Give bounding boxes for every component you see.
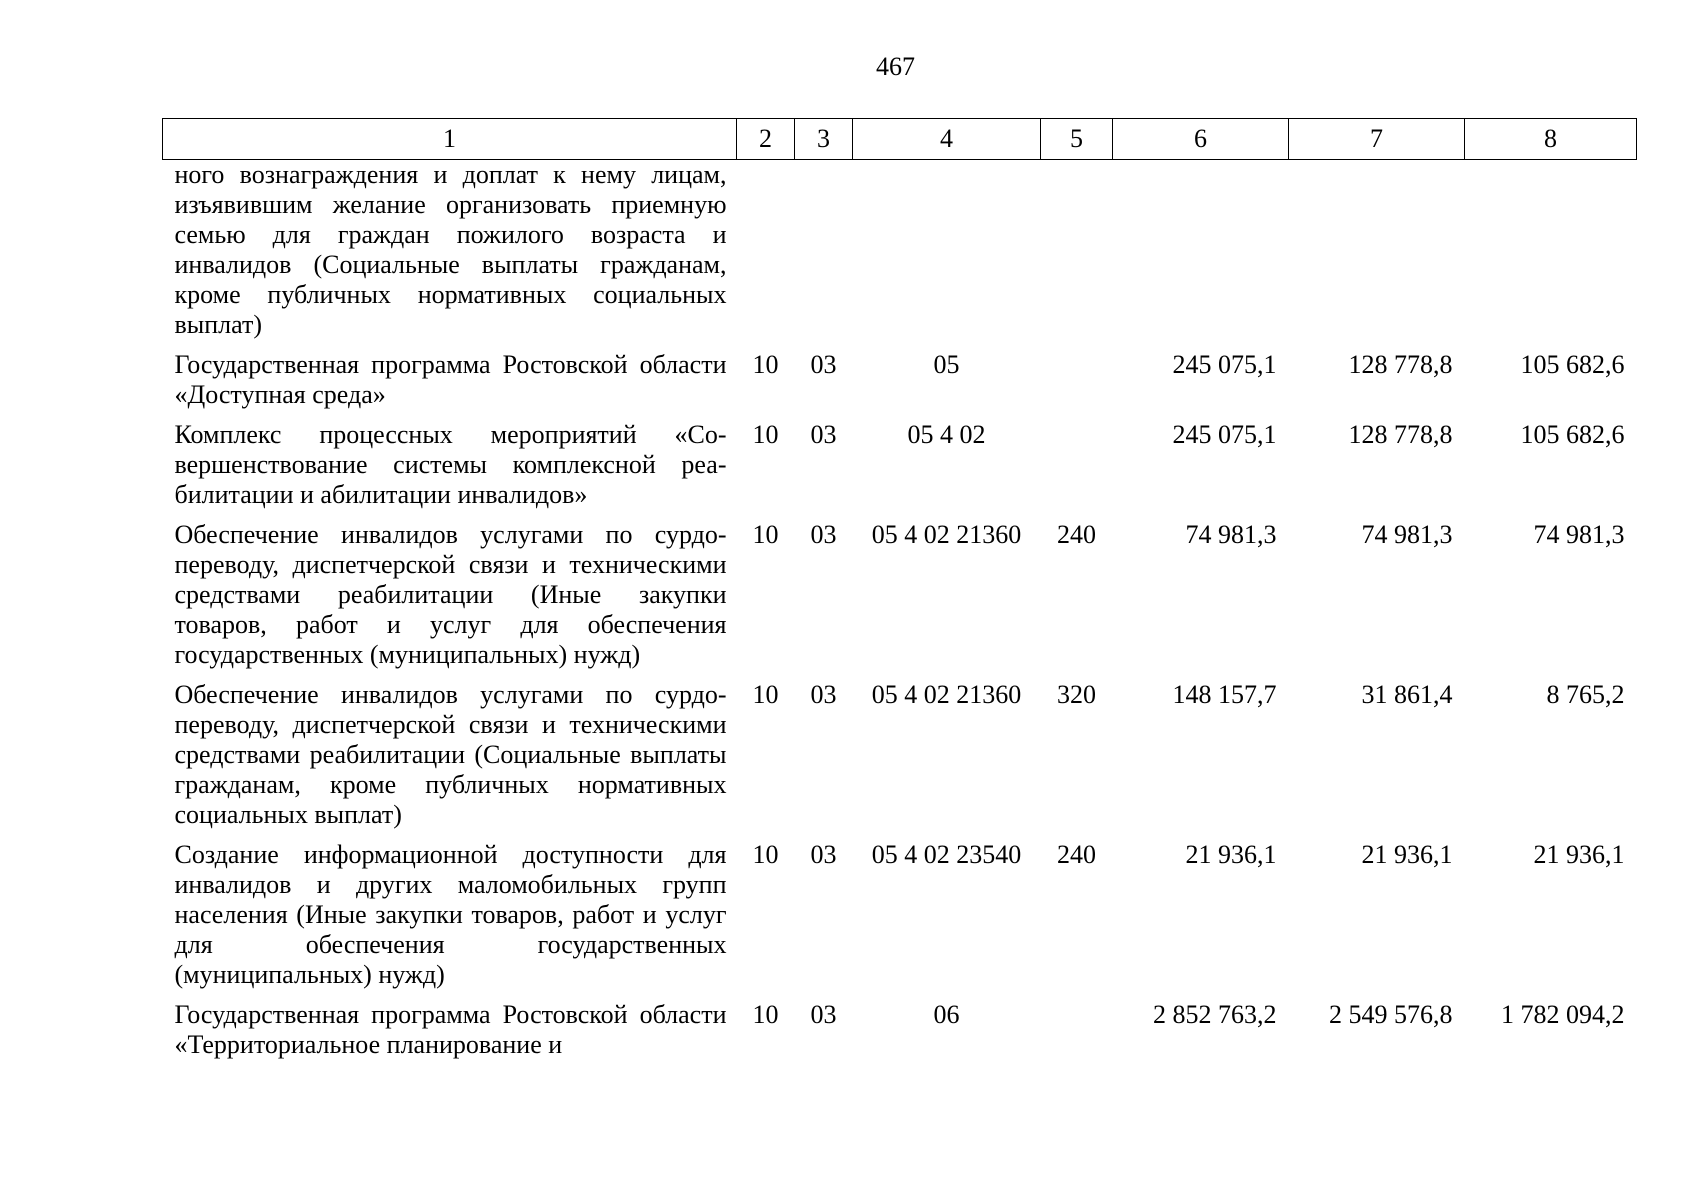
column-header-5: 5: [1041, 119, 1113, 160]
row-amount-col6-cell: 245 075,1: [1172, 350, 1277, 379]
row-subsection-cell: 03: [810, 1000, 837, 1029]
row-amount-col8-cell: 105 682,6: [1520, 350, 1625, 379]
row-amount-col7-cell: 31 861,4: [1361, 680, 1453, 709]
column-header-2: 2: [737, 119, 795, 160]
row-amount-col8-cell: 1 782 094,2: [1501, 1000, 1625, 1029]
row-expense-type-cell: [1041, 160, 1113, 351]
column-header-6: 6: [1113, 119, 1289, 160]
table-row: [163, 350, 1637, 420]
row-name-cell: Создание информационной доступности для инвалидов и других маломобильных групп населения (Иные закупки товаров, работ и услуг для обеспечения государственных (муниципальных) нужд): [174, 840, 727, 989]
row-amount-col8-cell: 74 981,3: [1533, 520, 1625, 549]
row-subsection-cell: 03: [810, 420, 837, 449]
table-row: [163, 520, 1637, 680]
table-body: [163, 160, 1637, 1071]
row-amount-col7-cell: 74 981,3: [1361, 520, 1453, 549]
row-amount-col7-cell: [1289, 160, 1465, 351]
row-amount-col7-cell: 21 936,1: [1361, 840, 1453, 869]
row-target-article-cell: 05: [933, 350, 960, 379]
table-row: [163, 1000, 1637, 1070]
row-subsection-cell: [795, 160, 853, 351]
row-section-cell: 10: [752, 840, 779, 869]
row-amount-col7-cell: 128 778,8: [1348, 350, 1453, 379]
row-name-cell: Государственная программа Ростовской области «Доступная среда»: [174, 350, 727, 409]
row-section-cell: [737, 160, 795, 351]
row-section-cell: 10: [752, 350, 779, 379]
table-row: [163, 680, 1637, 840]
row-amount-col8-cell: [1465, 160, 1637, 351]
row-amount-col7-cell: 128 778,8: [1348, 420, 1453, 449]
row-expense-type-cell: 240: [1057, 840, 1096, 869]
row-subsection-cell: 03: [810, 840, 837, 869]
row-section-cell: 10: [752, 1000, 779, 1029]
page-number: 467: [876, 52, 915, 81]
row-amount-col7-cell: 2 549 576,8: [1329, 1000, 1453, 1029]
row-expense-type-cell: 240: [1057, 520, 1096, 549]
row-subsection-cell: 03: [810, 350, 837, 379]
row-target-article-cell: 05 4 02 21360: [871, 520, 1022, 549]
row-subsection-cell: 03: [810, 680, 837, 709]
row-name-cell: Государственная программа Ростовской области «Территориальное планирование и: [174, 1000, 727, 1059]
row-amount-col6-cell: 21 936,1: [1185, 840, 1277, 869]
row-target-article-cell: 06: [933, 1000, 960, 1029]
row-target-article-cell: 05 4 02 23540: [871, 840, 1022, 869]
column-header-1: 1: [163, 119, 737, 160]
row-amount-col6-cell: 245 075,1: [1172, 420, 1277, 449]
row-section-cell: 10: [752, 680, 779, 709]
table-row: [163, 160, 1637, 351]
row-name-cell: Обеспечение инвалидов услугами по сурдопереводу, диспетчерской связи и техническими средствами реабилитации (Социальные выплаты гражданам, кроме публичных нормативных социальных выплат): [174, 680, 727, 829]
budget-table: [162, 118, 1637, 1070]
table-row: [163, 420, 1637, 520]
row-amount-col6-cell: [1113, 160, 1289, 351]
row-amount-col8-cell: 21 936,1: [1533, 840, 1625, 869]
row-amount-col8-cell: 8 765,2: [1546, 680, 1625, 709]
row-target-article-cell: [853, 160, 1041, 351]
row-expense-type-cell: 320: [1057, 680, 1096, 709]
column-header-8: 8: [1465, 119, 1637, 160]
table-row: [163, 840, 1637, 1000]
row-amount-col8-cell: 105 682,6: [1520, 420, 1625, 449]
row-target-article-cell: 05 4 02 21360: [871, 680, 1022, 709]
column-header-7: 7: [1289, 119, 1465, 160]
row-section-cell: 10: [752, 420, 779, 449]
row-name-cell: ного вознаграждения и доплат к нему лицам, изъявившим желание организовать приемную семью для граждан пожилого возраста и инвалидов (Социальные выплаты гражданам, кроме публичных нормативных социальных выплат): [174, 160, 727, 339]
row-section-cell: 10: [752, 520, 779, 549]
row-target-article-cell: 05 4 02: [907, 420, 986, 449]
column-header-4: 4: [853, 119, 1041, 160]
row-amount-col6-cell: 148 157,7: [1172, 680, 1277, 709]
table-header-row: [163, 119, 1637, 160]
row-expense-type-cell: [1041, 350, 1113, 420]
row-name-cell: Обеспечение инвалидов услугами по сурдопереводу, диспетчерской связи и техническими средствами реабилитации (Иные закупки товаров, работ и услуг для обеспечения государственных (муниципальных) нужд): [174, 520, 727, 669]
row-name-cell: Комплекс процессных мероприятий «Совершенствование системы комплексной реабилитации и абилитации инвалидов»: [174, 420, 727, 509]
row-expense-type-cell: [1041, 1000, 1113, 1070]
column-header-3: 3: [795, 119, 853, 160]
row-expense-type-cell: [1041, 420, 1113, 520]
row-amount-col6-cell: 74 981,3: [1185, 520, 1277, 549]
row-amount-col6-cell: 2 852 763,2: [1153, 1000, 1277, 1029]
row-subsection-cell: 03: [810, 520, 837, 549]
